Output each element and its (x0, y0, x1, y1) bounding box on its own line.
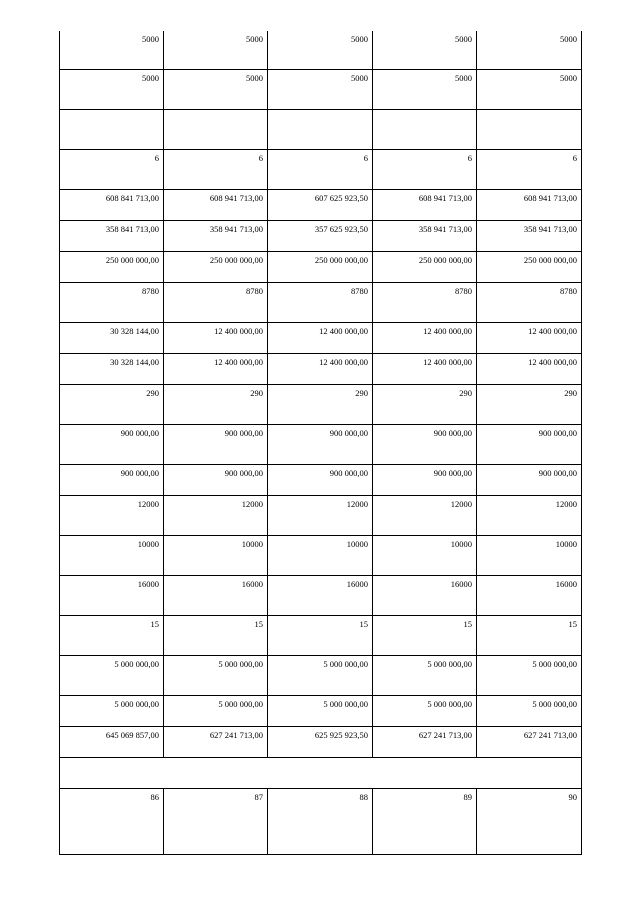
table-cell: 15 (373, 615, 477, 655)
table-cell: 30 328 144,00 (60, 353, 164, 384)
table-cell: 8780 (477, 282, 582, 322)
table-row (60, 220, 582, 251)
table-cell: 608 941 713,00 (477, 189, 582, 220)
table-cell: 290 (477, 384, 582, 424)
table-cell: 358 941 713,00 (477, 220, 582, 251)
table-cell: 900 000,00 (164, 464, 268, 495)
table-cell: 8780 (60, 282, 164, 322)
table-cell: 5 000 000,00 (373, 655, 477, 695)
table-cell: 5000 (268, 69, 373, 109)
table-cell: 290 (373, 384, 477, 424)
table-cell: 15 (164, 615, 268, 655)
table-cell: 88 (268, 788, 373, 854)
table-cell: 900 000,00 (60, 424, 164, 464)
table-cell: 16000 (60, 575, 164, 615)
table-cell: 250 000 000,00 (373, 251, 477, 282)
table-cell: 16000 (164, 575, 268, 615)
table-cell (60, 109, 164, 149)
data-table (59, 31, 582, 855)
table-cell: 900 000,00 (268, 464, 373, 495)
table-row (60, 31, 582, 69)
table-row (60, 424, 582, 464)
table-cell: 250 000 000,00 (60, 251, 164, 282)
table-cell: 89 (373, 788, 477, 854)
table-row (60, 149, 582, 189)
table-row (60, 615, 582, 655)
table-cell: 6 (60, 149, 164, 189)
table-row (60, 788, 582, 854)
table-cell: 357 625 923,50 (268, 220, 373, 251)
table-cell: 12 400 000,00 (268, 353, 373, 384)
table-cell: 10000 (268, 535, 373, 575)
table-cell: 5000 (373, 31, 477, 69)
table-cell: 15 (60, 615, 164, 655)
table-row (60, 535, 582, 575)
table-cell: 12000 (60, 495, 164, 535)
table-cell: 900 000,00 (373, 424, 477, 464)
table-cell: 5 000 000,00 (477, 655, 582, 695)
table-cell: 358 941 713,00 (373, 220, 477, 251)
table-cell: 86 (60, 788, 164, 854)
table-cell: 358 841 713,00 (60, 220, 164, 251)
table-row (60, 189, 582, 220)
table-cell: 900 000,00 (268, 424, 373, 464)
table-cell: 900 000,00 (477, 424, 582, 464)
table-cell: 900 000,00 (164, 424, 268, 464)
table-cell: 5 000 000,00 (60, 695, 164, 726)
table-row (60, 322, 582, 353)
table-row (60, 353, 582, 384)
table-cell (268, 109, 373, 149)
table-cell: 5 000 000,00 (477, 695, 582, 726)
table-row (60, 251, 582, 282)
table-cell: 6 (268, 149, 373, 189)
table-cell: 290 (268, 384, 373, 424)
table-row (60, 757, 582, 788)
table-cell: 5000 (268, 31, 373, 69)
table-cell: 5000 (373, 69, 477, 109)
table-cell: 16000 (373, 575, 477, 615)
table-row (60, 695, 582, 726)
table-cell: 5000 (477, 69, 582, 109)
table-cell: 10000 (477, 535, 582, 575)
table-cell: 30 328 144,00 (60, 322, 164, 353)
table-cell: 900 000,00 (60, 464, 164, 495)
table-cell: 5000 (477, 31, 582, 69)
table-cell: 627 241 713,00 (477, 726, 582, 757)
table-body (60, 31, 582, 854)
table-cell: 627 241 713,00 (373, 726, 477, 757)
table-cell: 12000 (373, 495, 477, 535)
table-cell: 608 841 713,00 (60, 189, 164, 220)
table-cell (477, 109, 582, 149)
table-cell: 8780 (268, 282, 373, 322)
table-cell: 8780 (164, 282, 268, 322)
table-cell: 16000 (477, 575, 582, 615)
table-cell: 5 000 000,00 (268, 655, 373, 695)
table-cell: 12000 (164, 495, 268, 535)
table-cell: 12 400 000,00 (373, 322, 477, 353)
table-cell: 12 400 000,00 (373, 353, 477, 384)
table-cell: 5 000 000,00 (268, 695, 373, 726)
table-cell: 12000 (268, 495, 373, 535)
table-cell: 358 941 713,00 (164, 220, 268, 251)
table-row (60, 726, 582, 757)
table-cell: 250 000 000,00 (164, 251, 268, 282)
table-cell: 5 000 000,00 (164, 695, 268, 726)
table-cell (60, 757, 582, 788)
table-cell: 290 (164, 384, 268, 424)
table-row (60, 655, 582, 695)
table-cell: 12 400 000,00 (164, 322, 268, 353)
table-row (60, 384, 582, 424)
table-cell: 12000 (477, 495, 582, 535)
table-cell: 10000 (60, 535, 164, 575)
table-cell: 12 400 000,00 (268, 322, 373, 353)
table-cell: 5000 (164, 31, 268, 69)
table-cell: 12 400 000,00 (477, 322, 582, 353)
table-cell: 627 241 713,00 (164, 726, 268, 757)
table-row (60, 69, 582, 109)
table-cell: 10000 (373, 535, 477, 575)
table-row (60, 282, 582, 322)
table-cell: 608 941 713,00 (373, 189, 477, 220)
table-cell: 12 400 000,00 (477, 353, 582, 384)
table-cell: 250 000 000,00 (268, 251, 373, 282)
table-cell: 5000 (164, 69, 268, 109)
table-row (60, 495, 582, 535)
table-cell: 625 925 923,50 (268, 726, 373, 757)
table-cell: 900 000,00 (373, 464, 477, 495)
table-cell: 608 941 713,00 (164, 189, 268, 220)
table-cell: 5 000 000,00 (60, 655, 164, 695)
table-cell: 900 000,00 (477, 464, 582, 495)
table-cell: 5000 (60, 31, 164, 69)
table-cell: 290 (60, 384, 164, 424)
table-cell: 5 000 000,00 (164, 655, 268, 695)
table-cell: 10000 (164, 535, 268, 575)
table-cell: 607 625 923,50 (268, 189, 373, 220)
table-cell: 15 (477, 615, 582, 655)
table-cell: 90 (477, 788, 582, 854)
table-cell: 5 000 000,00 (373, 695, 477, 726)
table-cell: 6 (373, 149, 477, 189)
table-row (60, 109, 582, 149)
table-cell: 645 069 857,00 (60, 726, 164, 757)
table-cell: 8780 (373, 282, 477, 322)
table-cell: 12 400 000,00 (164, 353, 268, 384)
table-cell (164, 109, 268, 149)
table-cell: 87 (164, 788, 268, 854)
table-cell: 6 (477, 149, 582, 189)
table-row (60, 464, 582, 495)
table-cell: 16000 (268, 575, 373, 615)
table-cell (373, 109, 477, 149)
table-cell: 5000 (60, 69, 164, 109)
table-row (60, 575, 582, 615)
data-table-sheet (59, 31, 581, 855)
table-cell: 6 (164, 149, 268, 189)
table-cell: 15 (268, 615, 373, 655)
table-cell: 250 000 000,00 (477, 251, 582, 282)
